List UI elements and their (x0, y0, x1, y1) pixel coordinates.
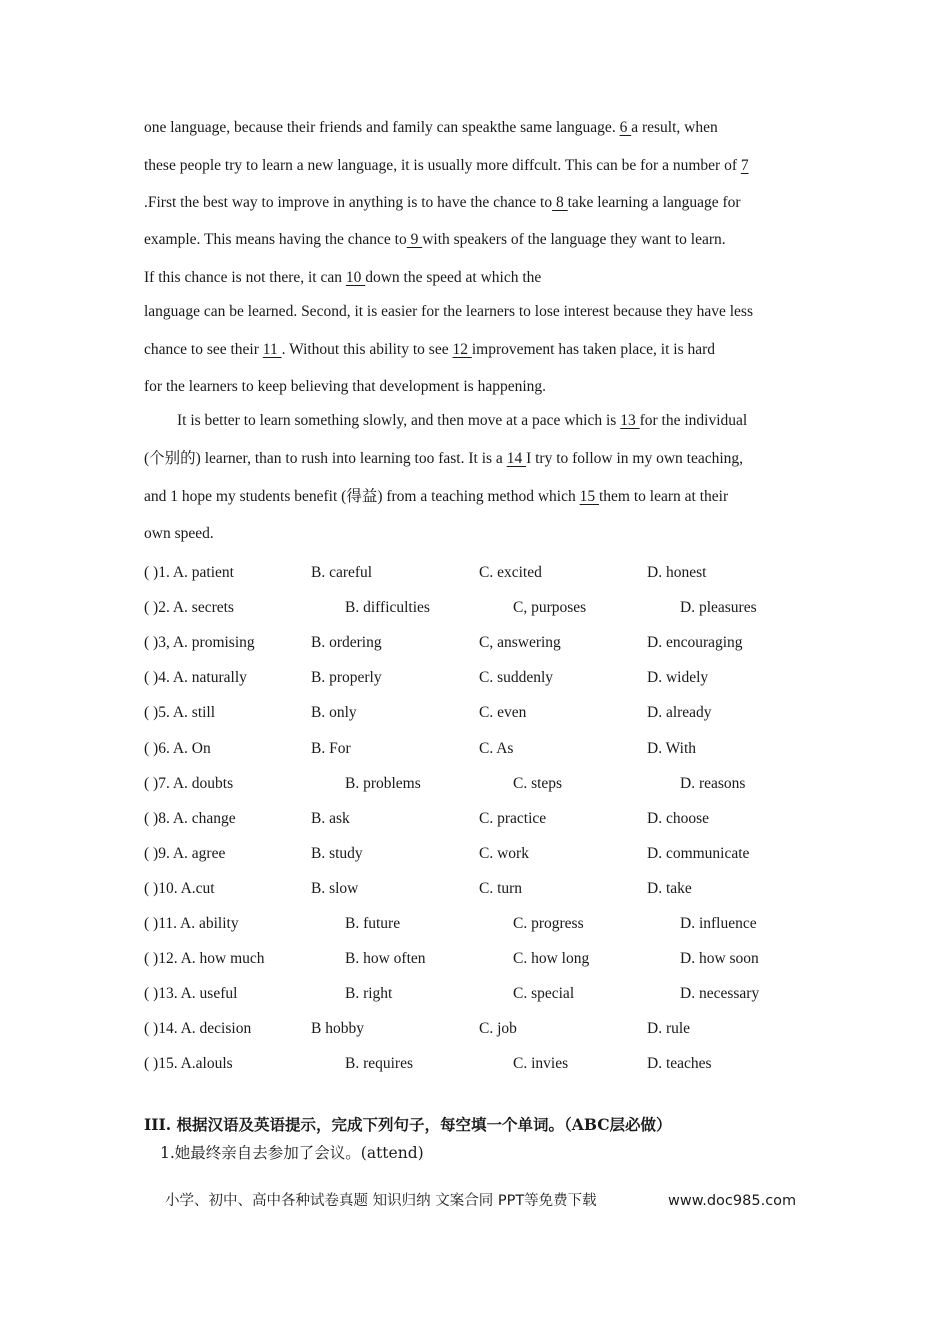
question-row (144, 563, 824, 583)
question-row (144, 668, 824, 688)
option-d: D. teaches (647, 1055, 712, 1072)
option-b: B. careful (311, 564, 373, 581)
option-d: D. influence (680, 915, 757, 932)
option-d: D. encouraging (647, 634, 743, 651)
passage-line (144, 193, 741, 213)
option-b: B. problems (345, 775, 421, 792)
option-b: B. ask (311, 810, 350, 827)
question-row (144, 598, 824, 618)
passage-text: I try to follow in my own teaching, (526, 450, 744, 467)
option-d: D. reasons (680, 775, 746, 792)
question-row (144, 809, 824, 829)
option-b: B. study (311, 845, 363, 862)
option-c: C. steps (513, 775, 563, 792)
question-row (144, 984, 824, 1004)
answer-blank: 7 (740, 157, 749, 174)
passage-line (144, 449, 743, 469)
option-d: D. necessary (680, 985, 760, 1002)
footer-promo-text: 小学、初中、高中各种试卷真题 知识归纳 文案合同 PPT等免费下载 (165, 1193, 597, 1209)
option-d: D. how soon (680, 950, 759, 967)
question-row (144, 844, 824, 864)
option-c: C. work (479, 845, 529, 862)
passage-text: for the individual (639, 412, 748, 429)
option-b: B hobby (311, 1020, 364, 1037)
question-option-a: ( )10. A.cut (144, 880, 215, 897)
option-d: D. take (647, 880, 692, 897)
option-d: D. With (647, 740, 697, 757)
answer-blank: 6 (619, 119, 632, 136)
passage-line (144, 118, 718, 138)
passage-text: .First the best way to improve in anything is to have the chance to (144, 194, 553, 211)
answer-blank: 13 (620, 412, 640, 429)
option-c: C. even (479, 704, 527, 721)
answer-blank: 10 (345, 269, 366, 286)
option-d: D. choose (647, 810, 709, 827)
passage-text: a result, when (631, 119, 718, 136)
passage-text: If this chance is not there, it can (144, 269, 346, 286)
question-row (144, 703, 824, 723)
passage-text: and 1 hope my students benefit (得益) from a teaching method which (144, 488, 580, 505)
passage-text: language can be learned. Second, it is easier for the learners to lose interest because they have less (144, 303, 753, 320)
passage-text: improvement has taken place, it is hard (471, 341, 716, 358)
question-row (144, 1054, 824, 1074)
question-option-a: ( )12. A. how much (144, 950, 265, 967)
option-c: C. practice (479, 810, 547, 827)
option-b: B. requires (345, 1055, 414, 1072)
passage-text: own speed. (144, 525, 214, 542)
question-row (144, 879, 824, 899)
option-d: D. pleasures (680, 599, 757, 616)
passage-text: down the speed at which the (365, 269, 542, 286)
question-option-a: ( )6. A. On (144, 740, 211, 757)
option-b: B. future (345, 915, 401, 932)
question-row (144, 949, 824, 969)
option-c: C. job (479, 1020, 517, 1037)
section-3-item-1: 1.她最终亲自去参加了会议。(attend) (160, 1144, 424, 1162)
question-option-a: ( )2. A. secrets (144, 599, 234, 616)
option-d: D. already (647, 704, 712, 721)
question-row (144, 633, 824, 653)
answer-blank: 8 (552, 194, 568, 211)
answer-blank: 12 (452, 341, 472, 358)
question-row (144, 739, 824, 759)
section-3-heading: III. 根据汉语及英语提示，完成下列句子，每空填一个单词。（ABC层必做） (144, 1115, 672, 1134)
passage-text: chance to see their (144, 341, 263, 358)
passage-line (144, 377, 546, 397)
passage-text: one language, because their friends and family can speakthe same language. (144, 119, 620, 136)
option-c: C. invies (513, 1055, 569, 1072)
passage-line (144, 524, 214, 544)
question-option-a: ( )5. A. still (144, 704, 216, 721)
option-b: B. For (311, 740, 351, 757)
option-b: B. properly (311, 669, 382, 686)
option-c: C. how long (513, 950, 590, 967)
option-b: B. ordering (311, 634, 382, 651)
question-option-a: ( )8. A. change (144, 810, 236, 827)
passage-line (177, 411, 747, 431)
option-d: D. widely (647, 669, 709, 686)
answer-blank: 14 (506, 450, 527, 467)
option-b: B. slow (311, 880, 359, 897)
passage-line (144, 156, 749, 176)
option-c: C. excited (479, 564, 542, 581)
passage-text: with speakers of the language they want to learn. (422, 231, 726, 248)
option-d: D. honest (647, 564, 707, 581)
passage-line (144, 302, 753, 322)
passage-text: them to learn at their (599, 488, 729, 505)
passage-text: take learning a language for (567, 194, 741, 211)
passage-line (144, 340, 715, 360)
passage-text: these people try to learn a new language, it is usually more diffcult. This can be for a number of (144, 157, 741, 174)
option-c: C. As (479, 740, 514, 757)
question-option-a: ( )11. A. ability (144, 915, 239, 932)
question-row (144, 1019, 824, 1039)
option-b: B. how often (345, 950, 426, 967)
question-row (144, 914, 824, 934)
question-option-a: ( )14. A. decision (144, 1020, 252, 1037)
passage-text: It is better to learn something slowly, and then move at a pace which is (177, 412, 621, 429)
option-c: C, answering (479, 634, 561, 651)
option-c: C. progress (513, 915, 584, 932)
passage-text: . Without this ability to see (281, 341, 453, 358)
passage-line (144, 487, 728, 507)
option-c: C. suddenly (479, 669, 554, 686)
answer-blank: 15 (579, 488, 599, 505)
passage-line (144, 268, 541, 288)
option-d: D. rule (647, 1020, 691, 1037)
option-d: D. communicate (647, 845, 750, 862)
question-option-a: ( )9. A. agree (144, 845, 226, 862)
question-option-a: ( )13. A. useful (144, 985, 238, 1002)
option-b: B. only (311, 704, 357, 721)
option-b: B. difficulties (345, 599, 430, 616)
option-c: C. special (513, 985, 575, 1002)
passage-text: example. This means having the chance to (144, 231, 407, 248)
passage-text: (个别的) learner, than to rush into learning too fast. It is a (144, 450, 507, 467)
option-c: C. turn (479, 880, 523, 897)
answer-blank: 11 (262, 341, 282, 358)
option-b: B. right (345, 985, 393, 1002)
passage-line (144, 230, 726, 250)
question-option-a: ( )3, A. promising (144, 634, 255, 651)
passage-text: for the learners to keep believing that development is happening. (144, 378, 547, 395)
question-option-a: ( )4. A. naturally (144, 669, 247, 686)
question-row (144, 774, 824, 794)
question-option-a: ( )15. A.alouls (144, 1055, 233, 1072)
question-option-a: ( )7. A. doubts (144, 775, 234, 792)
answer-blank: 9 (406, 231, 423, 248)
option-c: C, purposes (513, 599, 587, 616)
question-option-a: ( )1. A. patient (144, 564, 234, 581)
footer-website-link[interactable]: www.doc985.com (668, 1193, 797, 1209)
